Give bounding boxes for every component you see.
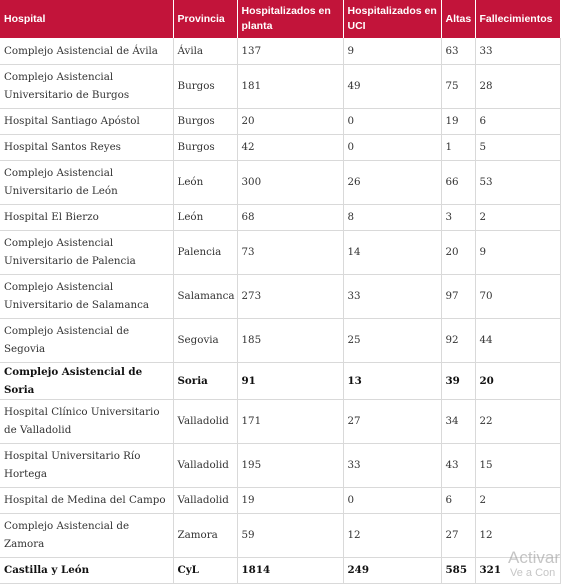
cell-hospital: Complejo Asistencial de Soria <box>0 362 173 399</box>
table-row <box>0 399 560 443</box>
table-row <box>0 160 560 204</box>
cell-hospital: Hospital El Bierzo <box>0 204 173 230</box>
table-row <box>0 513 560 557</box>
cell-planta: 171 <box>237 399 343 443</box>
cell-hospital: Complejo Asistencial Universitario de Burgos <box>0 64 173 108</box>
cell-hospital: Castilla y León <box>0 557 173 583</box>
cell-provincia: Valladolid <box>173 399 237 443</box>
cell-planta: 300 <box>237 160 343 204</box>
cell-planta: 20 <box>237 108 343 134</box>
cell-provincia: Palencia <box>173 230 237 274</box>
cell-hospital: Hospital Santiago Apóstol <box>0 108 173 134</box>
header-hospital: Hospital <box>0 0 173 38</box>
cell-planta: 42 <box>237 134 343 160</box>
header-altas: Altas <box>441 0 475 38</box>
header-fallecimientos: Fallecimientos <box>475 0 560 38</box>
cell-altas: 66 <box>441 160 475 204</box>
table-row-total <box>0 557 560 583</box>
cell-altas: 63 <box>441 38 475 64</box>
cell-altas: 43 <box>441 443 475 487</box>
cell-planta: 185 <box>237 318 343 362</box>
table-row <box>0 108 560 134</box>
cell-altas: 20 <box>441 230 475 274</box>
cell-fallecimientos: 70 <box>475 274 560 318</box>
watermark-line-2: Ve a Con <box>510 567 556 579</box>
cell-uci: 25 <box>343 318 441 362</box>
cell-uci: 26 <box>343 160 441 204</box>
table-row <box>0 443 560 487</box>
cell-provincia: Ávila <box>173 38 237 64</box>
cell-provincia: Valladolid <box>173 443 237 487</box>
cell-altas: 19 <box>441 108 475 134</box>
table-row <box>0 38 560 64</box>
cell-provincia: Burgos <box>173 134 237 160</box>
cell-altas: 92 <box>441 318 475 362</box>
cell-uci: 12 <box>343 513 441 557</box>
table-row-highlighted <box>0 362 560 399</box>
cell-hospital: Complejo Asistencial Universitario de Palencia <box>0 230 173 274</box>
cell-altas: 3 <box>441 204 475 230</box>
cell-hospital: Hospital Santos Reyes <box>0 134 173 160</box>
cell-planta: 137 <box>237 38 343 64</box>
cell-uci: 13 <box>343 362 441 399</box>
table-row <box>0 230 560 274</box>
cell-provincia: León <box>173 160 237 204</box>
cell-hospital: Complejo Asistencial Universitario de León <box>0 160 173 204</box>
cell-provincia: Valladolid <box>173 487 237 513</box>
cell-fallecimientos: 33 <box>475 38 560 64</box>
cell-provincia: Soria <box>173 362 237 399</box>
cell-uci: 249 <box>343 557 441 583</box>
cell-uci: 0 <box>343 487 441 513</box>
cell-fallecimientos: 2 <box>475 487 560 513</box>
cell-provincia: CyL <box>173 557 237 583</box>
cell-altas: 97 <box>441 274 475 318</box>
cell-fallecimientos: 2 <box>475 204 560 230</box>
cell-planta: 19 <box>237 487 343 513</box>
cell-fallecimientos: 28 <box>475 64 560 108</box>
cell-hospital: Complejo Asistencial de Ávila <box>0 38 173 64</box>
cell-hospital: Complejo Asistencial de Zamora <box>0 513 173 557</box>
cell-planta: 91 <box>237 362 343 399</box>
cell-fallecimientos: 53 <box>475 160 560 204</box>
cell-provincia: Burgos <box>173 108 237 134</box>
cell-uci: 0 <box>343 134 441 160</box>
cell-fallecimientos: 20 <box>475 362 560 399</box>
watermark-line-1: Activar <box>508 548 560 567</box>
table-row <box>0 204 560 230</box>
header-hospitalizados-planta: Hospitalizados en planta <box>237 0 343 38</box>
cell-hospital: Hospital Universitario Río Hortega <box>0 443 173 487</box>
cell-altas: 75 <box>441 64 475 108</box>
cell-fallecimientos: 15 <box>475 443 560 487</box>
header-hospitalizados-uci: Hospitalizados en UCI <box>343 0 441 38</box>
cell-altas: 27 <box>441 513 475 557</box>
cell-planta: 1814 <box>237 557 343 583</box>
cell-provincia: León <box>173 204 237 230</box>
cell-fallecimientos: 12 <box>475 513 560 557</box>
cell-uci: 8 <box>343 204 441 230</box>
cell-hospital: Hospital Clínico Universitario de Valladolid <box>0 399 173 443</box>
cell-planta: 59 <box>237 513 343 557</box>
cell-uci: 33 <box>343 443 441 487</box>
cell-fallecimientos: 44 <box>475 318 560 362</box>
cell-provincia: Segovia <box>173 318 237 362</box>
table-row <box>0 487 560 513</box>
cell-planta: 195 <box>237 443 343 487</box>
cell-altas: 34 <box>441 399 475 443</box>
cell-hospital: Complejo Asistencial Universitario de Salamanca <box>0 274 173 318</box>
cell-altas: 585 <box>441 557 475 583</box>
cell-fallecimientos: 5 <box>475 134 560 160</box>
table-row <box>0 64 560 108</box>
cell-altas: 6 <box>441 487 475 513</box>
cell-planta: 73 <box>237 230 343 274</box>
cell-uci: 33 <box>343 274 441 318</box>
cell-planta: 181 <box>237 64 343 108</box>
cell-uci: 49 <box>343 64 441 108</box>
cell-provincia: Salamanca <box>173 274 237 318</box>
cell-provincia: Zamora <box>173 513 237 557</box>
table-header-row <box>0 0 560 38</box>
cell-altas: 39 <box>441 362 475 399</box>
cell-planta: 68 <box>237 204 343 230</box>
cell-hospital: Hospital de Medina del Campo <box>0 487 173 513</box>
cell-planta: 273 <box>237 274 343 318</box>
cell-provincia: Burgos <box>173 64 237 108</box>
table-row <box>0 274 560 318</box>
cell-uci: 9 <box>343 38 441 64</box>
cell-fallecimientos: 6 <box>475 108 560 134</box>
cell-hospital: Complejo Asistencial de Segovia <box>0 318 173 362</box>
cell-fallecimientos: 321 <box>475 557 560 583</box>
cell-fallecimientos: 9 <box>475 230 560 274</box>
table-row <box>0 318 560 362</box>
cell-uci: 27 <box>343 399 441 443</box>
cell-uci: 14 <box>343 230 441 274</box>
cell-fallecimientos: 22 <box>475 399 560 443</box>
table-row <box>0 134 560 160</box>
header-provincia: Provincia <box>173 0 237 38</box>
cell-altas: 1 <box>441 134 475 160</box>
cell-uci: 0 <box>343 108 441 134</box>
